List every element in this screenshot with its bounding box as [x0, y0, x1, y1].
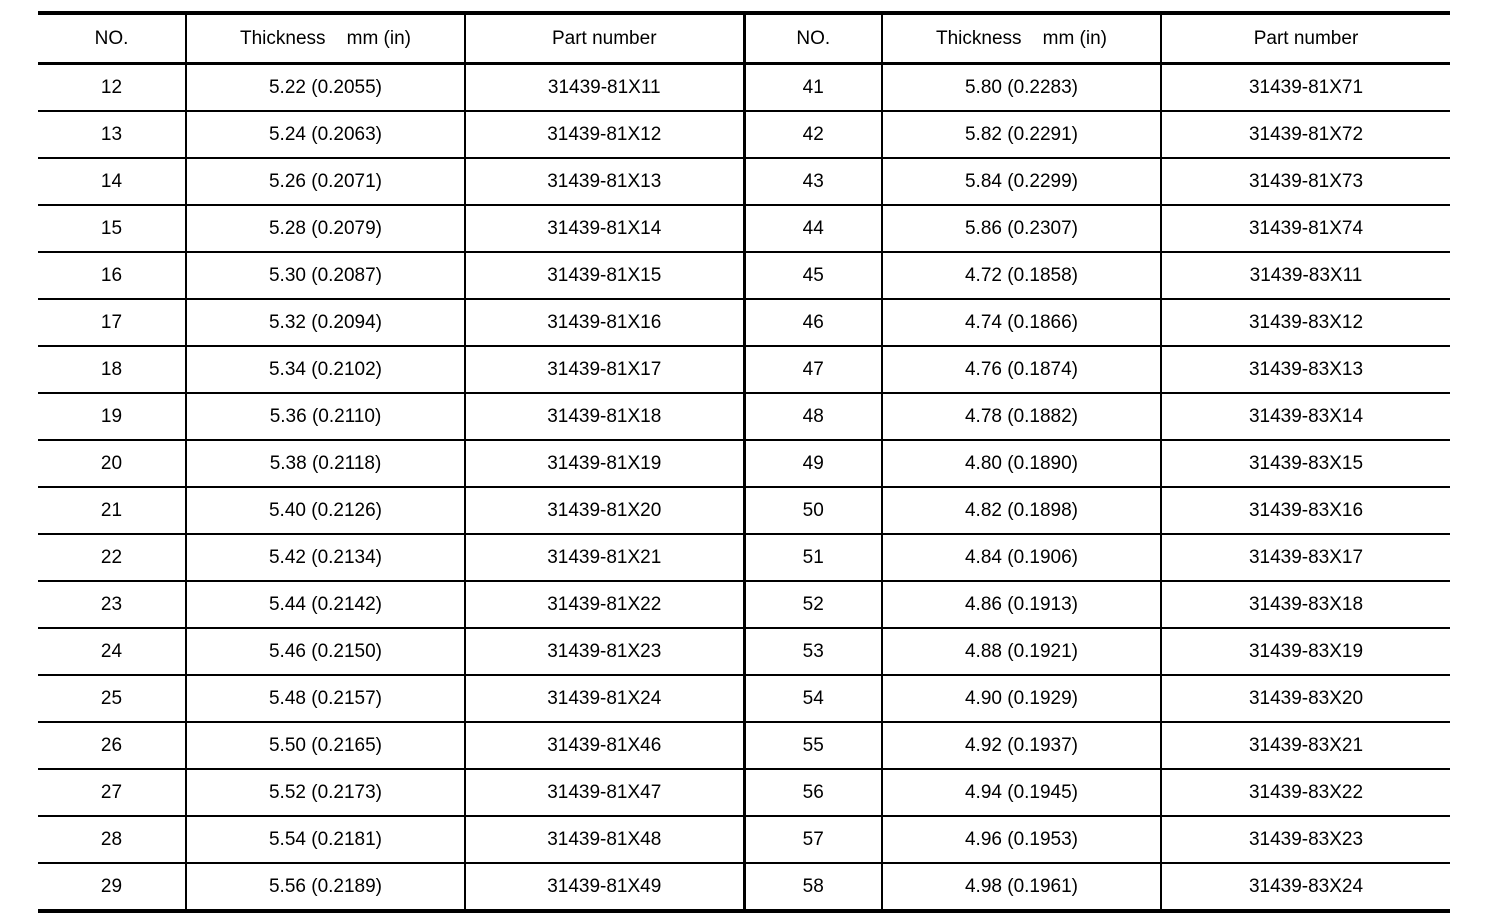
header-no-left: NO. — [38, 13, 186, 64]
header-row — [38, 13, 1450, 64]
cell-part-number-right: 31439-81X71 — [1161, 64, 1450, 112]
cell-no-right: 57 — [744, 816, 882, 863]
cell-part-number-left: 31439-81X20 — [465, 487, 744, 534]
table-row — [38, 205, 1450, 252]
cell-part-number-left: 31439-81X21 — [465, 534, 744, 581]
cell-part-number-left: 31439-81X22 — [465, 581, 744, 628]
table-row — [38, 64, 1450, 112]
cell-part-number-left: 31439-81X13 — [465, 158, 744, 205]
cell-no-right: 44 — [744, 205, 882, 252]
cell-part-number-left: 31439-81X15 — [465, 252, 744, 299]
table-row — [38, 534, 1450, 581]
cell-part-number-right: 31439-83X16 — [1161, 487, 1450, 534]
cell-thickness-left: 5.28 (0.2079) — [186, 205, 465, 252]
cell-no-left: 15 — [38, 205, 186, 252]
table-row — [38, 252, 1450, 299]
table-row — [38, 816, 1450, 863]
table-row — [38, 628, 1450, 675]
cell-no-right: 53 — [744, 628, 882, 675]
cell-part-number-left: 31439-81X11 — [465, 64, 744, 112]
cell-thickness-left: 5.36 (0.2110) — [186, 393, 465, 440]
cell-no-right: 45 — [744, 252, 882, 299]
cell-thickness-right: 4.78 (0.1882) — [882, 393, 1161, 440]
cell-thickness-left: 5.42 (0.2134) — [186, 534, 465, 581]
cell-thickness-left: 5.56 (0.2189) — [186, 863, 465, 911]
table-header — [38, 13, 1450, 64]
cell-thickness-right: 4.96 (0.1953) — [882, 816, 1161, 863]
cell-part-number-right: 31439-83X19 — [1161, 628, 1450, 675]
cell-no-right: 42 — [744, 111, 882, 158]
cell-part-number-left: 31439-81X49 — [465, 863, 744, 911]
cell-no-left: 28 — [38, 816, 186, 863]
cell-thickness-right: 4.90 (0.1929) — [882, 675, 1161, 722]
cell-thickness-right: 4.92 (0.1937) — [882, 722, 1161, 769]
cell-thickness-left: 5.40 (0.2126) — [186, 487, 465, 534]
cell-thickness-right: 4.98 (0.1961) — [882, 863, 1161, 911]
cell-thickness-right: 4.72 (0.1858) — [882, 252, 1161, 299]
cell-thickness-left: 5.38 (0.2118) — [186, 440, 465, 487]
cell-no-left: 16 — [38, 252, 186, 299]
cell-thickness-right: 4.84 (0.1906) — [882, 534, 1161, 581]
cell-no-left: 25 — [38, 675, 186, 722]
cell-no-right: 43 — [744, 158, 882, 205]
cell-no-left: 29 — [38, 863, 186, 911]
cell-part-number-right: 31439-83X14 — [1161, 393, 1450, 440]
cell-thickness-left: 5.54 (0.2181) — [186, 816, 465, 863]
cell-no-left: 24 — [38, 628, 186, 675]
cell-thickness-left: 5.22 (0.2055) — [186, 64, 465, 112]
cell-part-number-right: 31439-83X24 — [1161, 863, 1450, 911]
cell-thickness-left: 5.32 (0.2094) — [186, 299, 465, 346]
table-row — [38, 581, 1450, 628]
cell-part-number-left: 31439-81X23 — [465, 628, 744, 675]
cell-thickness-right: 4.76 (0.1874) — [882, 346, 1161, 393]
cell-no-right: 41 — [744, 64, 882, 112]
cell-part-number-right: 31439-83X11 — [1161, 252, 1450, 299]
cell-part-number-right: 31439-81X74 — [1161, 205, 1450, 252]
cell-no-right: 54 — [744, 675, 882, 722]
cell-no-left: 14 — [38, 158, 186, 205]
cell-no-left: 26 — [38, 722, 186, 769]
cell-no-right: 48 — [744, 393, 882, 440]
cell-part-number-left: 31439-81X12 — [465, 111, 744, 158]
cell-no-right: 46 — [744, 299, 882, 346]
cell-part-number-left: 31439-81X17 — [465, 346, 744, 393]
cell-part-number-left: 31439-81X14 — [465, 205, 744, 252]
cell-thickness-right: 5.80 (0.2283) — [882, 64, 1161, 112]
cell-part-number-left: 31439-81X48 — [465, 816, 744, 863]
cell-no-left: 21 — [38, 487, 186, 534]
table-row — [38, 440, 1450, 487]
cell-thickness-right: 5.84 (0.2299) — [882, 158, 1161, 205]
cell-no-left: 27 — [38, 769, 186, 816]
cell-no-right: 49 — [744, 440, 882, 487]
table-row — [38, 299, 1450, 346]
table-row — [38, 769, 1450, 816]
cell-thickness-right: 4.94 (0.1945) — [882, 769, 1161, 816]
table-row — [38, 393, 1450, 440]
cell-part-number-left: 31439-81X16 — [465, 299, 744, 346]
cell-thickness-left: 5.46 (0.2150) — [186, 628, 465, 675]
cell-part-number-right: 31439-83X23 — [1161, 816, 1450, 863]
cell-part-number-left: 31439-81X19 — [465, 440, 744, 487]
cell-no-left: 12 — [100, 76, 123, 98]
cell-thickness-left: 5.44 (0.2142) — [186, 581, 465, 628]
cell-thickness-left: 5.50 (0.2165) — [186, 722, 465, 769]
table-row — [38, 675, 1450, 722]
cell-no-right: 58 — [744, 863, 882, 911]
cell-thickness-right: 4.82 (0.1898) — [882, 487, 1161, 534]
shim-thickness-table — [38, 11, 1450, 913]
table-row — [38, 111, 1450, 158]
cell-thickness-left: 5.24 (0.2063) — [186, 111, 465, 158]
cell-part-number-right: 31439-83X22 — [1161, 769, 1450, 816]
cell-thickness-right: 4.88 (0.1921) — [882, 628, 1161, 675]
cell-no-left: 18 — [38, 346, 186, 393]
cell-thickness-right: 5.86 (0.2307) — [882, 205, 1161, 252]
cell-part-number-left: 31439-81X47 — [465, 769, 744, 816]
cell-no-left: 13 — [38, 111, 186, 158]
cell-part-number-left: 31439-81X18 — [465, 393, 744, 440]
cell-part-number-left: 31439-81X46 — [465, 722, 744, 769]
cell-no-right: 56 — [744, 769, 882, 816]
header-thickness-left: Thickness mm (in) — [186, 13, 465, 64]
cell-no-right: 52 — [744, 581, 882, 628]
cell-thickness-right: 4.86 (0.1913) — [882, 581, 1161, 628]
cell-part-number-right: 31439-83X17 — [1161, 534, 1450, 581]
cell-part-number-right: 31439-81X73 — [1161, 158, 1450, 205]
cell-thickness-left: 5.48 (0.2157) — [186, 675, 465, 722]
header-part-number-right: Part number — [1161, 13, 1450, 64]
cell-thickness-left: 5.34 (0.2102) — [186, 346, 465, 393]
cell-no-right: 47 — [744, 346, 882, 393]
cell-part-number-right: 31439-83X20 — [1161, 675, 1450, 722]
header-thickness-right: Thickness mm (in) — [882, 13, 1161, 64]
cell-part-number-left: 31439-81X24 — [465, 675, 744, 722]
cell-thickness-right: 4.80 (0.1890) — [882, 440, 1161, 487]
table-row — [38, 722, 1450, 769]
cell-thickness-right: 5.82 (0.2291) — [882, 111, 1161, 158]
table-row — [38, 346, 1450, 393]
cell-no-right: 51 — [744, 534, 882, 581]
cell-no-left: 23 — [38, 581, 186, 628]
cell-no-right: 55 — [744, 722, 882, 769]
cell-no-left: 20 — [38, 440, 186, 487]
cell-part-number-right: 31439-83X15 — [1161, 440, 1450, 487]
cell-thickness-left: 5.26 (0.2071) — [186, 158, 465, 205]
table-row — [38, 863, 1450, 911]
cell-part-number-right: 31439-83X13 — [1161, 346, 1450, 393]
header-no-right: NO. — [744, 13, 882, 64]
cell-no-right: 50 — [744, 487, 882, 534]
cell-no-left: 19 — [38, 393, 186, 440]
cell-thickness-left: 5.52 (0.2173) — [186, 769, 465, 816]
cell-thickness-right: 4.74 (0.1866) — [882, 299, 1161, 346]
table-body — [38, 64, 1450, 912]
table-row — [38, 158, 1450, 205]
cell-part-number-right: 31439-81X72 — [1161, 111, 1450, 158]
table-row — [38, 487, 1450, 534]
cell-part-number-right: 31439-83X21 — [1161, 722, 1450, 769]
cell-part-number-right: 31439-83X18 — [1161, 581, 1450, 628]
header-part-number-left: Part number — [465, 13, 744, 64]
cell-no-left: 17 — [38, 299, 186, 346]
cell-part-number-right: 31439-83X12 — [1161, 299, 1450, 346]
cell-thickness-left: 5.30 (0.2087) — [186, 252, 465, 299]
cell-no-left: 22 — [38, 534, 186, 581]
